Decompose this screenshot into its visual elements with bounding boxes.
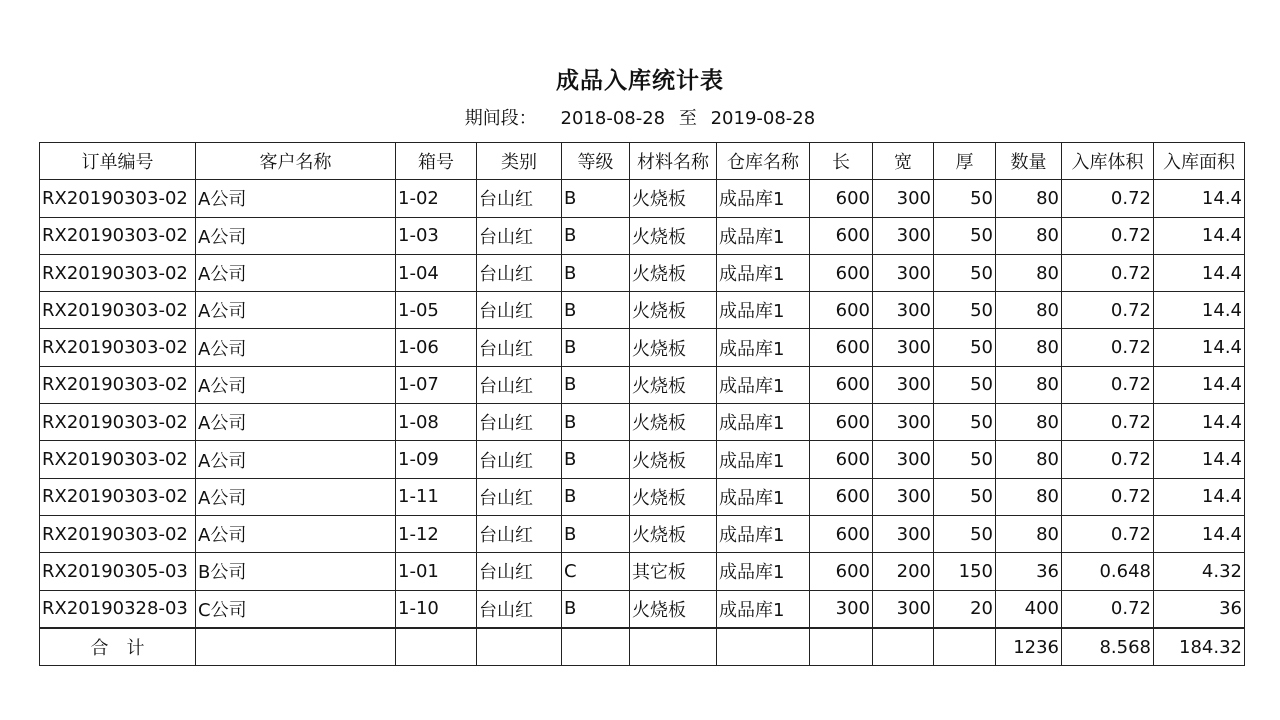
cell-warehouse-name: 成品库1: [717, 515, 810, 552]
report-period: [0, 104, 1280, 130]
cell-warehouse-name: 成品库1: [717, 478, 810, 515]
cell-category: 台山红: [477, 553, 562, 590]
cell-order-no: RX20190303-02: [40, 180, 196, 217]
cell-box-no: 1-04: [396, 254, 477, 291]
cell-quantity: 80: [996, 404, 1062, 441]
total-empty-cell: [873, 628, 934, 666]
cell-customer-name: A公司: [196, 404, 396, 441]
cell-category: 台山红: [477, 590, 562, 628]
cell-order-no: RX20190303-02: [40, 478, 196, 515]
cell-inbound-area: 4.32: [1154, 553, 1245, 590]
cell-category: 台山红: [477, 404, 562, 441]
cell-grade: B: [562, 404, 630, 441]
column-header-customer-name: 客户名称: [196, 143, 396, 180]
cell-warehouse-name: 成品库1: [717, 441, 810, 478]
cell-order-no: RX20190303-02: [40, 292, 196, 329]
cell-grade: B: [562, 292, 630, 329]
cell-quantity: 80: [996, 515, 1062, 552]
column-header-grade: 等级: [562, 143, 630, 180]
cell-quantity: 80: [996, 292, 1062, 329]
cell-width: 300: [873, 180, 934, 217]
cell-grade: B: [562, 254, 630, 291]
cell-box-no: 1-06: [396, 329, 477, 366]
cell-material-name: 火烧板: [630, 366, 717, 403]
column-header-order-no: 订单编号: [40, 143, 196, 180]
cell-inbound-area: 14.4: [1154, 292, 1245, 329]
total-quantity: 1236: [996, 628, 1062, 666]
cell-thickness: 20: [934, 590, 996, 628]
cell-inbound-volume: 0.72: [1062, 478, 1154, 515]
cell-box-no: 1-01: [396, 553, 477, 590]
cell-grade: B: [562, 590, 630, 628]
cell-length: 600: [810, 366, 873, 403]
cell-order-no: RX20190303-02: [40, 217, 196, 254]
period-start: 2018-08-28: [560, 108, 666, 129]
cell-material-name: 火烧板: [630, 441, 717, 478]
table-row: [40, 553, 1245, 590]
cell-width: 300: [873, 254, 934, 291]
report-title: 成品入库统计表: [556, 68, 724, 94]
column-header-inbound-area: 入库面积: [1154, 143, 1245, 180]
cell-thickness: 50: [934, 217, 996, 254]
cell-material-name: 火烧板: [630, 329, 717, 366]
cell-inbound-volume: 0.72: [1062, 366, 1154, 403]
total-row: [40, 628, 1245, 666]
cell-inbound-area: 14.4: [1154, 366, 1245, 403]
cell-category: 台山红: [477, 329, 562, 366]
total-empty-cell: [810, 628, 873, 666]
cell-quantity: 80: [996, 441, 1062, 478]
cell-inbound-area: 14.4: [1154, 515, 1245, 552]
cell-width: 300: [873, 478, 934, 515]
cell-quantity: 80: [996, 217, 1062, 254]
cell-category: 台山红: [477, 180, 562, 217]
column-header-length: 长: [810, 143, 873, 180]
cell-width: 300: [873, 366, 934, 403]
cell-box-no: 1-12: [396, 515, 477, 552]
table-row: [40, 404, 1245, 441]
inbound-stats-table: [39, 142, 1245, 666]
column-header-warehouse-name: 仓库名称: [717, 143, 810, 180]
cell-material-name: 火烧板: [630, 478, 717, 515]
column-header-inbound-volume: 入库体积: [1062, 143, 1154, 180]
total-empty-cell: [562, 628, 630, 666]
cell-width: 300: [873, 515, 934, 552]
column-header-box-no: 箱号: [396, 143, 477, 180]
cell-customer-name: A公司: [196, 478, 396, 515]
cell-inbound-volume: 0.72: [1062, 217, 1154, 254]
table-row: [40, 292, 1245, 329]
cell-inbound-volume: 0.72: [1062, 404, 1154, 441]
cell-warehouse-name: 成品库1: [717, 292, 810, 329]
cell-order-no: RX20190303-02: [40, 515, 196, 552]
column-header-category: 类别: [477, 143, 562, 180]
total-empty-cell: [630, 628, 717, 666]
cell-length: 600: [810, 441, 873, 478]
cell-material-name: 火烧板: [630, 254, 717, 291]
table-row: [40, 515, 1245, 552]
cell-inbound-area: 14.4: [1154, 441, 1245, 478]
cell-customer-name: A公司: [196, 254, 396, 291]
period-end: 2019-08-28: [710, 108, 816, 129]
cell-category: 台山红: [477, 254, 562, 291]
cell-grade: B: [562, 217, 630, 254]
total-empty-cell: [477, 628, 562, 666]
table-row: [40, 329, 1245, 366]
table-row: [40, 441, 1245, 478]
cell-order-no: RX20190305-03: [40, 553, 196, 590]
cell-quantity: 400: [996, 590, 1062, 628]
cell-warehouse-name: 成品库1: [717, 329, 810, 366]
cell-thickness: 50: [934, 478, 996, 515]
cell-material-name: 火烧板: [630, 292, 717, 329]
cell-grade: B: [562, 329, 630, 366]
cell-customer-name: A公司: [196, 292, 396, 329]
cell-inbound-area: 14.4: [1154, 217, 1245, 254]
cell-width: 300: [873, 329, 934, 366]
cell-length: 600: [810, 180, 873, 217]
cell-grade: B: [562, 441, 630, 478]
cell-length: 600: [810, 553, 873, 590]
cell-width: 300: [873, 404, 934, 441]
cell-warehouse-name: 成品库1: [717, 366, 810, 403]
cell-quantity: 80: [996, 180, 1062, 217]
cell-quantity: 80: [996, 329, 1062, 366]
total-empty-cell: [196, 628, 396, 666]
cell-thickness: 50: [934, 329, 996, 366]
cell-inbound-volume: 0.648: [1062, 553, 1154, 590]
cell-material-name: 火烧板: [630, 515, 717, 552]
cell-warehouse-name: 成品库1: [717, 404, 810, 441]
cell-thickness: 150: [934, 553, 996, 590]
cell-inbound-volume: 0.72: [1062, 329, 1154, 366]
total-volume: 8.568: [1062, 628, 1154, 666]
table-row: [40, 590, 1245, 628]
period-label: 期间段：: [464, 108, 537, 129]
cell-quantity: 36: [996, 553, 1062, 590]
cell-inbound-volume: 0.72: [1062, 515, 1154, 552]
cell-thickness: 50: [934, 441, 996, 478]
cell-length: 600: [810, 254, 873, 291]
cell-order-no: RX20190303-02: [40, 329, 196, 366]
period-separator: 至: [678, 108, 697, 129]
cell-order-no: RX20190303-02: [40, 404, 196, 441]
cell-category: 台山红: [477, 515, 562, 552]
cell-category: 台山红: [477, 217, 562, 254]
cell-material-name: 其它板: [630, 553, 717, 590]
cell-inbound-volume: 0.72: [1062, 254, 1154, 291]
cell-inbound-area: 36: [1154, 590, 1245, 628]
cell-material-name: 火烧板: [630, 404, 717, 441]
cell-customer-name: A公司: [196, 180, 396, 217]
cell-box-no: 1-05: [396, 292, 477, 329]
cell-inbound-area: 14.4: [1154, 478, 1245, 515]
cell-category: 台山红: [477, 292, 562, 329]
column-header-width: 宽: [873, 143, 934, 180]
cell-length: 300: [810, 590, 873, 628]
cell-box-no: 1-11: [396, 478, 477, 515]
cell-box-no: 1-07: [396, 366, 477, 403]
cell-quantity: 80: [996, 478, 1062, 515]
cell-warehouse-name: 成品库1: [717, 590, 810, 628]
cell-length: 600: [810, 478, 873, 515]
cell-length: 600: [810, 515, 873, 552]
cell-category: 台山红: [477, 478, 562, 515]
cell-quantity: 80: [996, 366, 1062, 403]
cell-grade: B: [562, 180, 630, 217]
column-header-quantity: 数量: [996, 143, 1062, 180]
cell-inbound-area: 14.4: [1154, 329, 1245, 366]
cell-box-no: 1-10: [396, 590, 477, 628]
cell-grade: C: [562, 553, 630, 590]
cell-customer-name: C公司: [196, 590, 396, 628]
table-row: [40, 254, 1245, 291]
cell-inbound-volume: 0.72: [1062, 292, 1154, 329]
cell-customer-name: B公司: [196, 553, 396, 590]
cell-customer-name: A公司: [196, 515, 396, 552]
cell-inbound-area: 14.4: [1154, 180, 1245, 217]
cell-box-no: 1-03: [396, 217, 477, 254]
cell-customer-name: A公司: [196, 441, 396, 478]
cell-grade: B: [562, 366, 630, 403]
cell-width: 300: [873, 441, 934, 478]
cell-warehouse-name: 成品库1: [717, 217, 810, 254]
cell-quantity: 80: [996, 254, 1062, 291]
cell-material-name: 火烧板: [630, 180, 717, 217]
table-header-row: [40, 143, 1245, 180]
cell-customer-name: A公司: [196, 217, 396, 254]
cell-length: 600: [810, 404, 873, 441]
cell-length: 600: [810, 217, 873, 254]
cell-box-no: 1-09: [396, 441, 477, 478]
total-empty-cell: [717, 628, 810, 666]
cell-width: 200: [873, 553, 934, 590]
cell-width: 300: [873, 217, 934, 254]
cell-order-no: RX20190303-02: [40, 254, 196, 291]
cell-warehouse-name: 成品库1: [717, 553, 810, 590]
cell-thickness: 50: [934, 404, 996, 441]
cell-order-no: RX20190303-02: [40, 366, 196, 403]
cell-order-no: RX20190328-03: [40, 590, 196, 628]
cell-customer-name: A公司: [196, 366, 396, 403]
cell-thickness: 50: [934, 292, 996, 329]
cell-inbound-volume: 0.72: [1062, 441, 1154, 478]
cell-material-name: 火烧板: [630, 590, 717, 628]
total-empty-cell: [934, 628, 996, 666]
cell-customer-name: A公司: [196, 329, 396, 366]
table-row: [40, 366, 1245, 403]
cell-warehouse-name: 成品库1: [717, 254, 810, 291]
cell-inbound-volume: 0.72: [1062, 590, 1154, 628]
cell-width: 300: [873, 590, 934, 628]
cell-thickness: 50: [934, 254, 996, 291]
cell-box-no: 1-08: [396, 404, 477, 441]
cell-inbound-area: 14.4: [1154, 254, 1245, 291]
column-header-material-name: 材料名称: [630, 143, 717, 180]
cell-grade: B: [562, 515, 630, 552]
cell-width: 300: [873, 292, 934, 329]
column-header-thickness: 厚: [934, 143, 996, 180]
total-empty-cell: [396, 628, 477, 666]
table-row: [40, 478, 1245, 515]
cell-order-no: RX20190303-02: [40, 441, 196, 478]
cell-length: 600: [810, 329, 873, 366]
total-area: 184.32: [1154, 628, 1245, 666]
cell-box-no: 1-02: [396, 180, 477, 217]
cell-inbound-volume: 0.72: [1062, 180, 1154, 217]
cell-warehouse-name: 成品库1: [717, 180, 810, 217]
cell-category: 台山红: [477, 441, 562, 478]
cell-length: 600: [810, 292, 873, 329]
cell-inbound-area: 14.4: [1154, 404, 1245, 441]
cell-thickness: 50: [934, 515, 996, 552]
cell-thickness: 50: [934, 180, 996, 217]
table-row: [40, 180, 1245, 217]
table-row: [40, 217, 1245, 254]
total-label: 合 计: [40, 628, 196, 666]
cell-grade: B: [562, 478, 630, 515]
cell-category: 台山红: [477, 366, 562, 403]
cell-thickness: 50: [934, 366, 996, 403]
cell-material-name: 火烧板: [630, 217, 717, 254]
